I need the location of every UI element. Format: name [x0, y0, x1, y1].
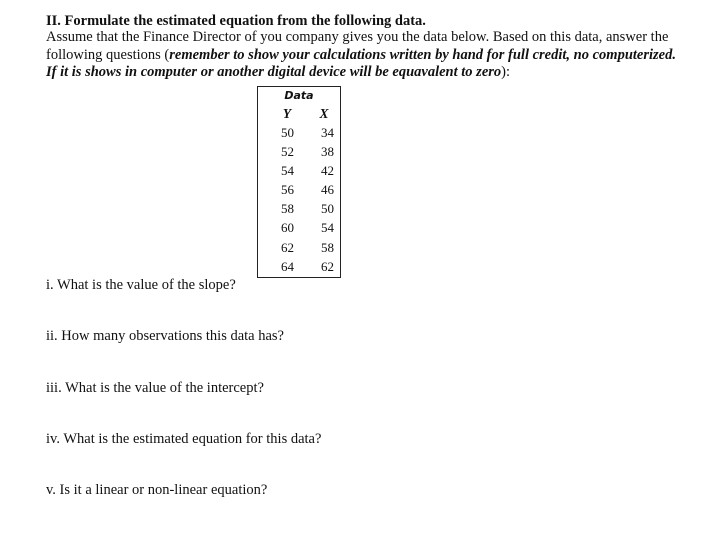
table-title: Data — [284, 89, 314, 102]
intro-paragraph — [46, 29, 686, 82]
column-header-x: X — [319, 106, 329, 121]
section-heading: II. Formulate the estimated equation from the following data. — [46, 13, 426, 29]
question-linearity: v. Is it a linear or non-linear equation? — [46, 482, 268, 498]
intro-closing: ): — [501, 64, 511, 80]
question-observations: ii. How many observations this data has? — [46, 328, 284, 344]
cell-x: 62 — [321, 258, 334, 274]
cell-y: 52 — [281, 144, 294, 160]
cell-x: 42 — [321, 163, 334, 179]
cell-x: 58 — [321, 239, 334, 255]
data-table — [257, 86, 341, 278]
cell-y: 58 — [281, 201, 294, 217]
table-row — [258, 180, 340, 199]
table-body — [258, 123, 340, 276]
table-row — [258, 161, 340, 180]
question-slope: i. What is the value of the slope? — [46, 277, 236, 293]
column-header-y: Y — [282, 106, 292, 121]
table-row — [258, 257, 340, 276]
cell-y: 50 — [281, 125, 294, 140]
cell-x: 50 — [321, 201, 334, 217]
cell-y: 64 — [281, 258, 294, 274]
intro-text: Assume that the Finance Director of you company gives you the data below. Based on this data, answer the following questions ( — [46, 29, 669, 63]
cell-x: 34 — [321, 125, 334, 140]
table-row — [258, 123, 340, 142]
cell-y: 60 — [281, 220, 294, 236]
table-row — [258, 218, 340, 237]
question-intercept: iii. What is the value of the intercept? — [46, 380, 264, 396]
cell-x: 54 — [321, 220, 334, 236]
cell-y: 62 — [281, 239, 294, 255]
cell-y: 56 — [281, 182, 294, 198]
cell-x: 38 — [321, 144, 334, 160]
cell-y: 54 — [281, 163, 294, 179]
table-row — [258, 238, 340, 257]
cell-x: 46 — [321, 182, 334, 198]
question-equation: iv. What is the estimated equation for this data? — [46, 431, 322, 447]
table-row — [258, 199, 340, 218]
table-row — [258, 142, 340, 161]
intro-emphasis: remember to show your calculations written by hand for full credit, no computerized. If it is shows in computer or another digital device will be equavalent to zero — [46, 46, 676, 80]
